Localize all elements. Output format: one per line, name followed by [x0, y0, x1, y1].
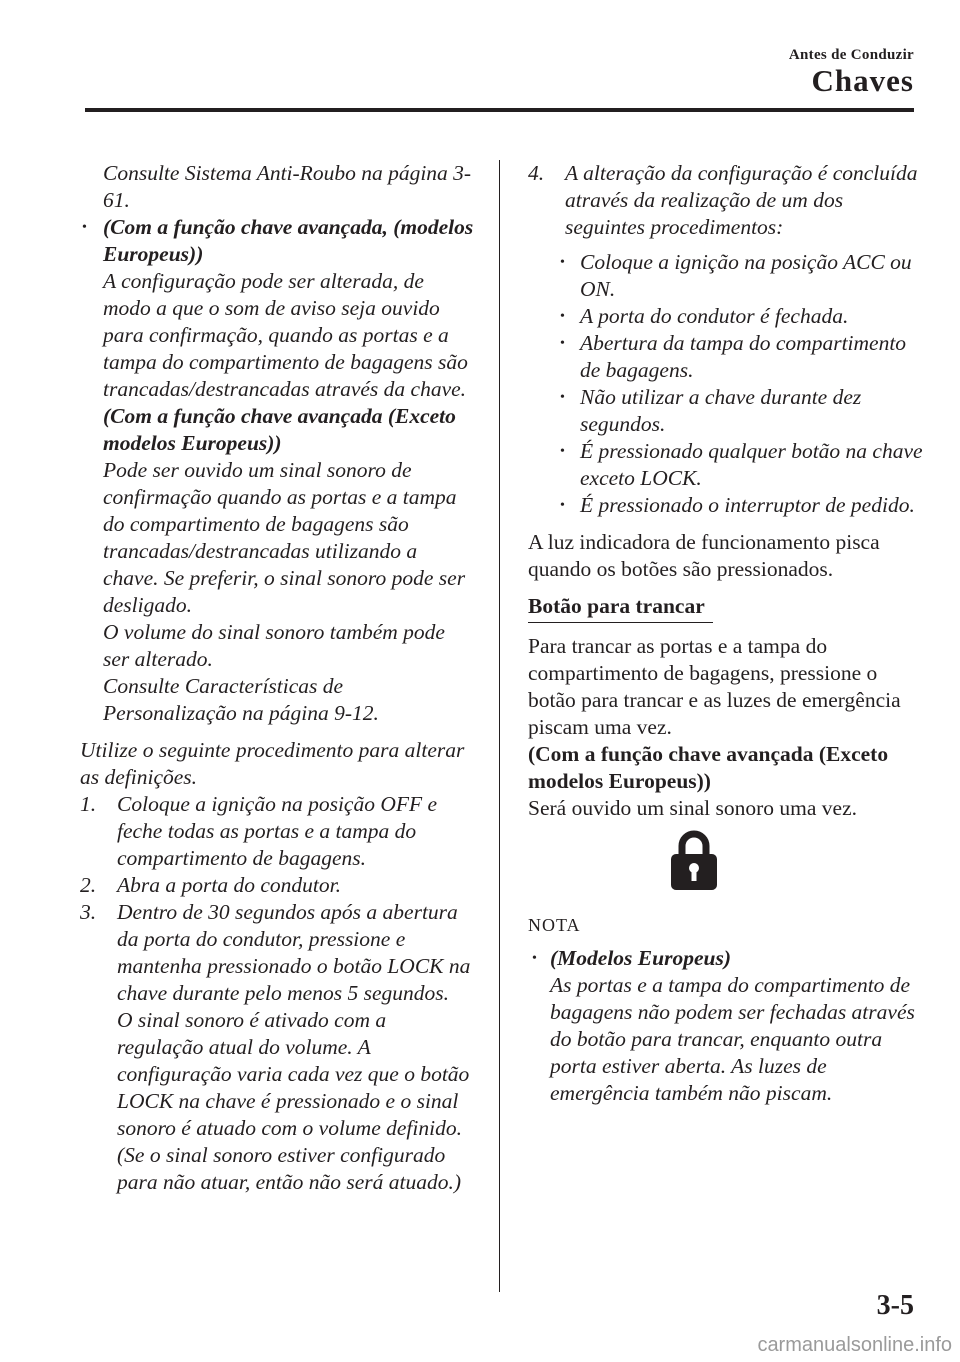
section-title: Antes de Conduzir: [788, 47, 914, 63]
bullet-text: A configuração pode ser alterada, de modo a que o som de aviso seja ouvido para confirmação, quando as portas e a tampa do compartimento de bagagens são trancadas/destrancadas através da chave.: [103, 269, 468, 401]
left-column: [80, 160, 475, 1196]
step-text: A alteração da configuração é concluída através da realização de um dos seguintes procedimentos:: [565, 161, 918, 239]
right-column: [528, 160, 923, 1107]
step-item: [80, 872, 475, 899]
list-item: • Abertura da tampa do compartimento de bagagens.: [528, 330, 923, 384]
bullet-european-models: [80, 214, 475, 727]
indicator-paragraph: A luz indicadora de funcionamento pisca quando os botões são pressionados.: [528, 530, 880, 581]
note-label: NOTA: [528, 915, 581, 935]
bullet-text: Pode ser ouvido um sinal sonoro de confirmação quando as portas e a tampa do compartimento de bagagens são trancadas/destrancadas utilizando a chave. Se preferir, o sinal sonoro pode ser desligado.: [103, 458, 466, 617]
bullet-text: O volume do sinal sonoro também pode ser alterado.: [103, 620, 445, 671]
list-item: • É pressionado o interruptor de pedido.: [528, 492, 923, 519]
procedure-intro: Utilize o seguinte procedimento para alterar as definições.: [80, 738, 465, 789]
page-number: 3-5: [876, 1290, 914, 1321]
bullet-heading: • (Com a função chave avançada, (modelos Europeus)): [103, 215, 474, 266]
header-rule: [85, 108, 914, 112]
step-item: [528, 160, 923, 241]
column-divider: [499, 160, 500, 1292]
step-item: [80, 791, 475, 872]
note-text: As portas e a tampa do compartimento de bagagens não podem ser fechadas através do botão para trancar, enquanto outra porta estiver aberta. As luzes de emergência também não piscam.: [550, 973, 915, 1105]
step-text: Coloque a ignição na posição OFF e feche todas as portas e a tampa do compartimento de bagagens.: [117, 792, 438, 870]
lock-paragraph-condition: (Com a função chave avançada (Exceto modelos Europeus)): [528, 742, 889, 793]
step-number: 1.: [80, 792, 97, 816]
lock-paragraph: Para trancar as portas e a tampa do compartimento de bagagens, pressione o botão para trancar e as luzes de emergência piscam uma vez.: [528, 634, 901, 739]
anti-theft-reference: Consulte Sistema Anti-Roubo na página 3-61.: [103, 161, 472, 212]
step-text: Abra a porta do condutor.: [117, 873, 341, 897]
bullet-text: Consulte Características de Personalização na página 9-12.: [103, 674, 379, 725]
step-item: [80, 899, 475, 1196]
subheading-lock-button: Botão para trancar: [528, 593, 713, 623]
lock-paragraph-after: Será ouvido um sinal sonoro uma vez.: [528, 796, 858, 820]
list-item: • É pressionado qualquer botão na chave exceto LOCK.: [528, 438, 923, 492]
step-number: 2.: [80, 873, 97, 897]
list-item: • Não utilizar a chave durante dez segundos.: [528, 384, 923, 438]
note-item: [528, 945, 923, 1107]
step-number: 3.: [80, 900, 97, 924]
step-text: Dentro de 30 segundos após a abertura da porta do condutor, pressione e mantenha pressionado o botão LOCK na chave durante pelo menos 5 segundos.: [117, 900, 471, 1005]
list-item: • A porta do condutor é fechada.: [528, 303, 923, 330]
watermark: carmanualsonline.info: [757, 1334, 952, 1356]
step-number: 4.: [528, 161, 545, 185]
step-extra: O sinal sonoro é ativado com a regulação atual do volume. A configuração varia cada vez que o botão LOCK na chave é pressionado e o sinal sonoro é atuado com o volume definido. (Se o sinal sonoro estiver configurado para não atuar, então não será atuado.): [117, 1008, 470, 1194]
note-heading: • (Modelos Europeus): [550, 946, 731, 970]
bullet-heading: (Com a função chave avançada (Exceto modelos Europeus)): [103, 404, 456, 455]
padlock-icon: [668, 828, 720, 892]
list-item: • Coloque a ignição na posição ACC ou ON.: [528, 249, 923, 303]
chapter-title: Chaves: [811, 63, 914, 98]
